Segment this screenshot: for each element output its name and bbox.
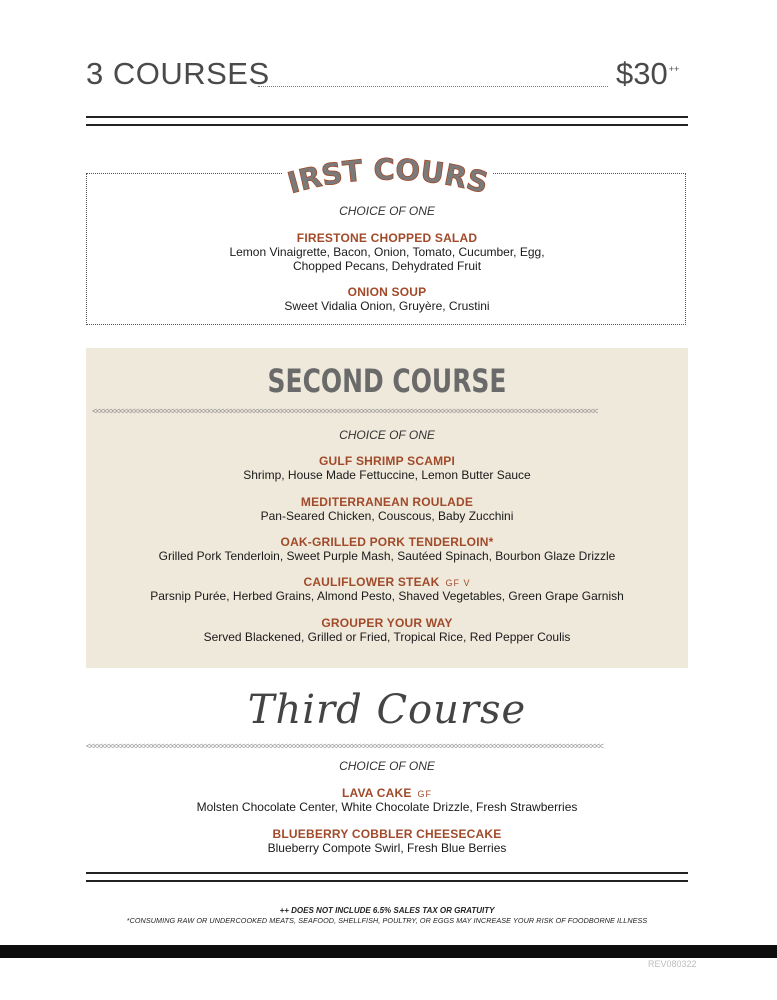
- item-description: Sweet Vidalia Onion, Gruyère, Crustini: [284, 299, 490, 313]
- chevron-divider: <<<<<<<<<<<<<<<<<<<<<<<<<<<<<<<<<<<<<<<<<<<<<<<<<<<<<<<<<<<<<<<<<<<<<<<<<<<<<<<<<<<<<<<<<<<<<<<<<<<<<<<<<<<<<<<<<<<<<<<<<<<<<<<<<<<: [92, 406, 598, 416]
- item-description: Grilled Pork Tenderloin, Sweet Purple Mash, Sautéed Spinach, Bourbon Glaze Drizzle: [158, 549, 616, 563]
- dietary-tag: GF V: [445, 578, 471, 588]
- item-name-row: [86, 575, 688, 589]
- item-description: Pan-Seared Chicken, Couscous, Baby Zucchini: [260, 509, 514, 523]
- price-marker: ++: [668, 64, 680, 74]
- dietary-tag: GF: [417, 789, 433, 799]
- third-course-choice: CHOICE OF ONE: [339, 759, 435, 773]
- footer-rule-top: [86, 872, 688, 874]
- price-value: $30: [616, 56, 668, 91]
- first-course-arc-title: [283, 146, 493, 204]
- food-safety-note: *CONSUMING RAW OR UNDERCOOKED MEATS, SEAFOOD, SHELLFISH, POULTRY, OR EGGS MAY INCREASE YOUR RISK OF FOODBORNE ILLNESS: [126, 916, 648, 925]
- item-description: Blueberry Compote Swirl, Fresh Blue Berries: [267, 841, 507, 855]
- third-course-title: Third Course: [247, 687, 527, 733]
- item-description: Parsnip Purée, Herbed Grains, Almond Pesto, Shaved Vegetables, Green Grape Garnish: [150, 589, 624, 603]
- item-name: OAK-GRILLED PORK TENDERLOIN*: [280, 535, 494, 549]
- item-name: ONION SOUP: [347, 285, 427, 299]
- item-description: Chopped Pecans, Dehydrated Fruit: [292, 259, 482, 273]
- first-course-choice: CHOICE OF ONE: [339, 204, 435, 218]
- item-description: Lemon Vinaigrette, Bacon, Onion, Tomato, Cucumber, Egg,: [229, 245, 545, 259]
- menu-price: [616, 56, 679, 92]
- item-name: GULF SHRIMP SCAMPI: [318, 454, 456, 468]
- item-name-row: [86, 786, 688, 800]
- tax-note: ++ DOES NOT INCLUDE 6.5% SALES TAX OR GRATUITY: [279, 906, 495, 915]
- item-name: BLUEBERRY COBBLER CHEESECAKE: [272, 827, 502, 841]
- item-name: CAULIFLOWER STEAK: [303, 575, 440, 589]
- item-name: MEDITERRANEAN ROULADE: [300, 495, 474, 509]
- item-description: Shrimp, House Made Fettuccine, Lemon Butter Sauce: [243, 468, 531, 482]
- second-course-title: SECOND COURSE: [267, 362, 507, 400]
- dot-leader: [258, 86, 608, 87]
- svg-text:FIRST COURSE: [283, 146, 492, 200]
- first-course-title-text: IRST COURS: [283, 152, 492, 201]
- menu-title: 3 COURSES: [86, 56, 270, 91]
- footer-rule-bottom: [86, 880, 688, 882]
- second-course-choice: CHOICE OF ONE: [339, 428, 435, 442]
- item-name: FIRESTONE CHOPPED SALAD: [296, 231, 478, 245]
- footer-bar: [0, 945, 777, 958]
- first-course-title: [283, 146, 493, 204]
- item-description: Molsten Chocolate Center, White Chocolate Drizzle, Fresh Strawberries: [196, 800, 578, 814]
- chevron-divider: <<<<<<<<<<<<<<<<<<<<<<<<<<<<<<<<<<<<<<<<<<<<<<<<<<<<<<<<<<<<<<<<<<<<<<<<<<<<<<<<<<<<<<<<<<<<<<<<<<<<<<<<<<<<<<<<<<<<<<<<<<<<<<<<<<<<<<: [86, 741, 603, 751]
- item-description: Served Blackened, Grilled or Fried, Tropical Rice, Red Pepper Coulis: [203, 630, 571, 644]
- header-rule-top: [86, 116, 688, 118]
- revision-code: REV080322: [648, 959, 697, 969]
- header-rule-bottom: [86, 124, 688, 126]
- item-name: LAVA CAKE: [341, 786, 412, 800]
- item-name: GROUPER YOUR WAY: [321, 616, 453, 630]
